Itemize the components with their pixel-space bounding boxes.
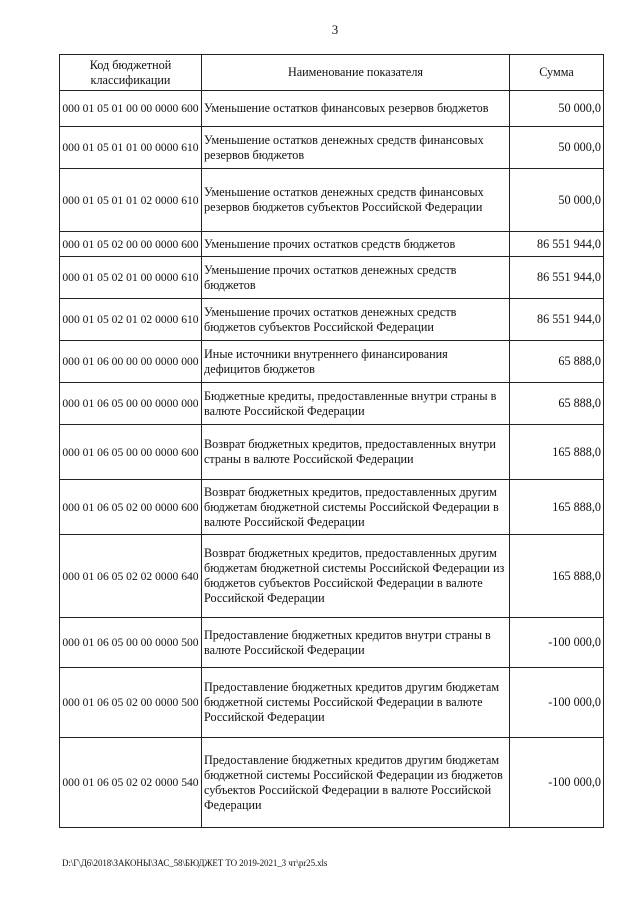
table-row	[60, 169, 604, 232]
row-code: 000 01 05 01 00 00 0000 600	[60, 91, 202, 127]
row-code: 000 01 06 05 00 00 0000 500	[60, 618, 202, 668]
row-name: Уменьшение остатков денежных средств финансовых резервов бюджетов субъектов Российской Федерации	[202, 169, 510, 232]
row-name: Предоставление бюджетных кредитов внутри страны в валюте Российской Федерации	[202, 618, 510, 668]
header-sum: Сумма	[510, 55, 604, 91]
table-row	[60, 127, 604, 169]
row-sum: 165 888,0	[510, 425, 604, 480]
row-code: 000 01 05 01 01 00 0000 610	[60, 127, 202, 169]
row-code: 000 01 05 02 01 02 0000 610	[60, 299, 202, 341]
row-code: 000 01 06 05 02 00 0000 600	[60, 480, 202, 535]
table-row	[60, 232, 604, 257]
table-row	[60, 535, 604, 618]
row-name: Возврат бюджетных кредитов, предоставленных внутри страны в валюте Российской Федерации	[202, 425, 510, 480]
row-code: 000 01 05 01 01 02 0000 610	[60, 169, 202, 232]
row-name: Возврат бюджетных кредитов, предоставленных другим бюджетам бюджетной системы Российской Федерации в валюте Российской Федерации	[202, 480, 510, 535]
table-row	[60, 425, 604, 480]
row-sum: 86 551 944,0	[510, 232, 604, 257]
row-name: Уменьшение прочих остатков денежных средств бюджетов	[202, 257, 510, 299]
row-code: 000 01 05 02 00 00 0000 600	[60, 232, 202, 257]
row-code: 000 01 06 00 00 00 0000 000	[60, 341, 202, 383]
row-sum: 65 888,0	[510, 341, 604, 383]
row-code: 000 01 06 05 02 02 0000 640	[60, 535, 202, 618]
budget-sources-table	[59, 54, 604, 828]
row-code: 000 01 06 05 00 00 0000 600	[60, 425, 202, 480]
row-sum: 65 888,0	[510, 383, 604, 425]
table-row	[60, 341, 604, 383]
table-row	[60, 668, 604, 738]
table-row	[60, 738, 604, 828]
row-name: Уменьшение прочих остатков денежных средств бюджетов субъектов Российской Федерации	[202, 299, 510, 341]
row-sum: 165 888,0	[510, 535, 604, 618]
table-row	[60, 299, 604, 341]
row-name: Предоставление бюджетных кредитов другим бюджетам бюджетной системы Российской Федерации в валюте Российской Федерации	[202, 668, 510, 738]
row-sum: 86 551 944,0	[510, 299, 604, 341]
row-name: Уменьшение прочих остатков средств бюджетов	[202, 232, 510, 257]
table-row	[60, 257, 604, 299]
table-row	[60, 91, 604, 127]
row-name: Возврат бюджетных кредитов, предоставленных другим бюджетам бюджетной системы Российской Федерации из бюджетов субъектов Российской Федерации в валюте Российской Федерации	[202, 535, 510, 618]
page-number: 3	[331, 22, 339, 37]
row-sum: 50 000,0	[510, 91, 604, 127]
table-row	[60, 383, 604, 425]
row-name: Уменьшение остатков финансовых резервов бюджетов	[202, 91, 510, 127]
row-code: 000 01 06 05 00 00 0000 000	[60, 383, 202, 425]
row-name: Предоставление бюджетных кредитов другим бюджетам бюджетной системы Российской Федерации из бюджетов субъектов Российской Федерации в валюте Российской Федерации	[202, 738, 510, 828]
header-code: Код бюджетной классификации	[60, 55, 202, 91]
row-sum: 50 000,0	[510, 169, 604, 232]
table-header-row	[60, 55, 604, 91]
row-sum: 50 000,0	[510, 127, 604, 169]
row-sum: -100 000,0	[510, 618, 604, 668]
row-sum: -100 000,0	[510, 738, 604, 828]
row-sum: 86 551 944,0	[510, 257, 604, 299]
table-row	[60, 480, 604, 535]
row-code: 000 01 06 05 02 00 0000 500	[60, 668, 202, 738]
row-code: 000 01 05 02 01 00 0000 610	[60, 257, 202, 299]
row-sum: -100 000,0	[510, 668, 604, 738]
row-name: Бюджетные кредиты, предоставленные внутри страны в валюте Российской Федерации	[202, 383, 510, 425]
file-path-footer: D:\Г\Д6\2018\ЗАКОНЫ\ЗАС_58\БЮДЖЕТ ТО 2019-2021_3 чт\pr25.xls	[62, 858, 328, 868]
row-sum: 165 888,0	[510, 480, 604, 535]
header-name: Наименование показателя	[202, 55, 510, 91]
table-row	[60, 618, 604, 668]
row-name: Иные источники внутреннего финансирования дефицитов бюджетов	[202, 341, 510, 383]
row-code: 000 01 06 05 02 02 0000 540	[60, 738, 202, 828]
row-name: Уменьшение остатков денежных средств финансовых резервов бюджетов	[202, 127, 510, 169]
